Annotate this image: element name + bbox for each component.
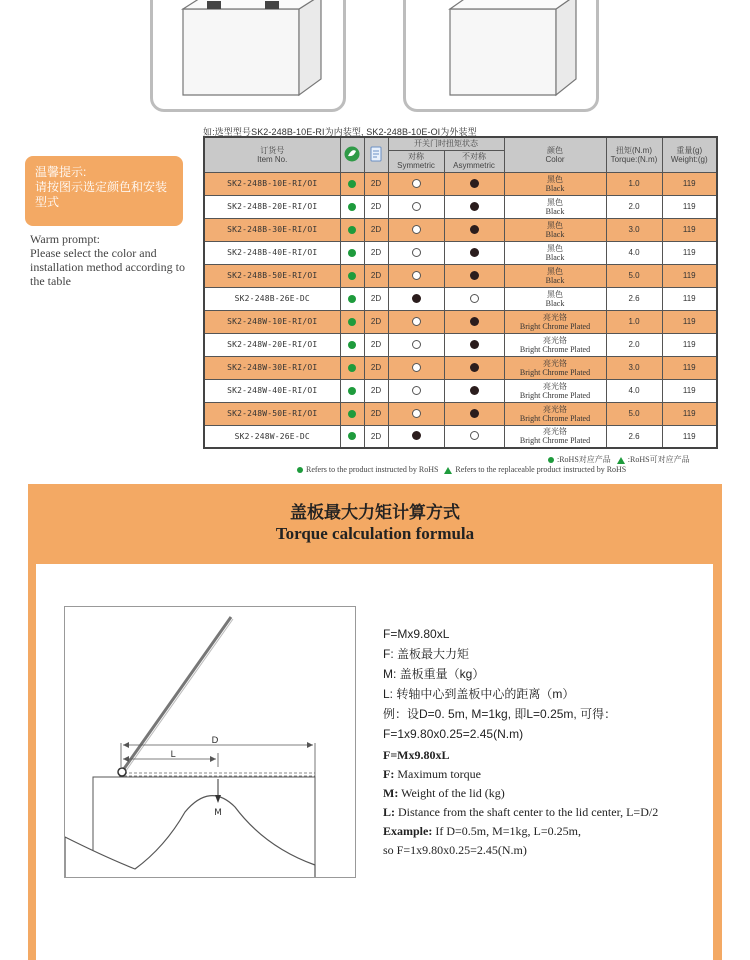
header-replaceable <box>364 137 388 172</box>
product-photo-outer-mount <box>403 0 599 112</box>
replaceable-triangle-icon <box>617 457 625 464</box>
formula-en-value: Distance from the shaft center to the lid center, L=D/2 <box>395 805 659 819</box>
color-cell <box>504 310 606 333</box>
color-cell <box>504 425 606 448</box>
rohs-dot-icon <box>348 410 356 418</box>
legend-rohs-cn: :RoHS对应产品 <box>557 455 611 464</box>
symmetric-indicator-icon <box>412 431 421 440</box>
color-cell <box>504 218 606 241</box>
color-en: Black <box>545 183 565 193</box>
rohs-dot-icon <box>348 249 356 257</box>
table-row <box>204 264 717 287</box>
weight-cell: 119 <box>662 402 717 425</box>
header-torque-state: 开关门时扭矩状态 <box>388 137 504 150</box>
spec-cell: 2D <box>364 379 388 402</box>
table-row <box>204 356 717 379</box>
symmetric-indicator-icon <box>412 202 421 211</box>
color-cn: 亮光铬 <box>543 312 567 322</box>
header-torque: 扭矩(N.m) Torque:(N.m) <box>606 137 662 172</box>
warm-prompt-box-cn <box>25 156 183 226</box>
weight-cell: 119 <box>662 287 717 310</box>
weight-cell: 119 <box>662 172 717 195</box>
color-cn: 黑色 <box>547 174 563 184</box>
asymmetric-cell <box>444 195 504 218</box>
model-example-note: 如:选型型号SK2-248B-10E-RI为内装型, SK2-248B-10E-OI为外装型 <box>203 127 477 137</box>
weight-m-label: M <box>214 808 222 818</box>
spec-cell: 2D <box>364 333 388 356</box>
document-icon <box>368 146 384 162</box>
symmetric-cell <box>388 241 444 264</box>
rohs-cell <box>340 264 364 287</box>
symmetric-cell <box>388 333 444 356</box>
color-en: Black <box>545 252 565 262</box>
color-cell <box>504 241 606 264</box>
rohs-cell <box>340 241 364 264</box>
color-cn: 亮光铬 <box>543 404 567 414</box>
asymmetric-indicator-icon <box>470 179 479 188</box>
spec-cell: 2D <box>364 425 388 448</box>
weight-cell: 119 <box>662 195 717 218</box>
product-spec-table <box>203 136 718 449</box>
asymmetric-indicator-icon <box>470 431 479 440</box>
formula-cn-line: F=Mx9.80xL <box>383 627 450 641</box>
asymmetric-cell <box>444 356 504 379</box>
formula-cn-line: L: 转轴中心到盖板中心的距离（m） <box>383 687 575 701</box>
legend-replace-en: Refers to the replaceable product instructed by RoHS <box>455 465 627 474</box>
item-no-cell: SK2-248B-10E-RI/OI <box>204 172 340 195</box>
spec-cell: 2D <box>364 218 388 241</box>
table-row <box>204 195 717 218</box>
torque-cell: 1.0 <box>606 310 662 333</box>
torque-cell: 5.0 <box>606 264 662 287</box>
spec-cell: 2D <box>364 241 388 264</box>
item-no-cell: SK2-248W-20E-RI/OI <box>204 333 340 356</box>
spec-cell: 2D <box>364 264 388 287</box>
table-row <box>204 218 717 241</box>
asymmetric-indicator-icon <box>470 317 479 326</box>
asymmetric-indicator-icon <box>470 271 479 280</box>
table-row <box>204 287 717 310</box>
header-rohs <box>340 137 364 172</box>
color-cn: 黑色 <box>547 197 563 207</box>
color-cn: 黑色 <box>547 220 563 230</box>
rohs-dot-icon <box>348 432 356 440</box>
rohs-dot-icon <box>348 203 356 211</box>
item-no-cell: SK2-248W-26E-DC <box>204 425 340 448</box>
rohs-cell <box>340 425 364 448</box>
asymmetric-cell <box>444 402 504 425</box>
rohs-cell <box>340 195 364 218</box>
asymmetric-indicator-icon <box>470 202 479 211</box>
asymmetric-cell <box>444 425 504 448</box>
torque-cell: 4.0 <box>606 379 662 402</box>
torque-title-en: Torque calculation formula <box>275 524 475 543</box>
weight-cell: 119 <box>662 241 717 264</box>
legend-en <box>297 465 626 474</box>
color-cell <box>504 264 606 287</box>
asymmetric-cell <box>444 287 504 310</box>
asymmetric-indicator-icon <box>470 386 479 395</box>
formula-cn <box>383 624 616 744</box>
weight-cell: 119 <box>662 356 717 379</box>
formula-en-value: If D=0.5m, M=1kg, L=0.25m, <box>432 824 581 838</box>
spec-cell: 2D <box>364 402 388 425</box>
color-cell <box>504 379 606 402</box>
rohs-dot-icon <box>348 318 356 326</box>
asymmetric-indicator-icon <box>470 294 479 303</box>
rohs-dot-icon <box>348 364 356 372</box>
asymmetric-indicator-icon <box>470 340 479 349</box>
symmetric-indicator-icon <box>412 363 421 372</box>
item-no-cell: SK2-248W-40E-RI/OI <box>204 379 340 402</box>
spec-cell: 2D <box>364 310 388 333</box>
rohs-cell <box>340 333 364 356</box>
color-en: Bright Chrome Plated <box>519 367 591 377</box>
symmetric-indicator-icon <box>412 340 421 349</box>
torque-cell: 1.0 <box>606 172 662 195</box>
color-cell <box>504 333 606 356</box>
item-no-cell: SK2-248B-20E-RI/OI <box>204 195 340 218</box>
asymmetric-cell <box>444 172 504 195</box>
color-cell <box>504 287 606 310</box>
color-en: Bright Chrome Plated <box>519 436 591 446</box>
color-en: Black <box>545 298 565 308</box>
weight-cell: 119 <box>662 310 717 333</box>
header-symmetric: 对称 Symmetric <box>388 150 444 172</box>
symmetric-indicator-icon <box>412 271 421 280</box>
warm-prompt-body-cn: 请按图示选定颜色和安装型式 <box>35 180 168 209</box>
symmetric-cell <box>388 402 444 425</box>
color-en: Bright Chrome Plated <box>519 390 591 400</box>
color-cn: 亮光铬 <box>543 335 567 345</box>
symmetric-cell <box>388 310 444 333</box>
weight-cell: 119 <box>662 218 717 241</box>
color-en: Bright Chrome Plated <box>519 321 591 331</box>
asymmetric-indicator-icon <box>470 248 479 257</box>
weight-cell: 119 <box>662 264 717 287</box>
formula-en-value: Maximum torque <box>394 767 481 781</box>
rohs-dot-icon <box>348 180 356 188</box>
symmetric-indicator-icon <box>412 317 421 326</box>
formula-en-key: Example: <box>383 824 433 838</box>
formula-cn-line: F=1x9.80x0.25=2.45(N.m) <box>383 727 524 741</box>
color-cn: 黑色 <box>547 243 563 253</box>
torque-diagram-drawing <box>65 607 355 877</box>
warm-prompt-body-en: Please select the color and installation method according to the table <box>30 246 185 288</box>
formula-cn-line: M: 盖板重量（kg） <box>383 667 485 681</box>
formula-en-main: F=Mx9.80xL <box>383 748 450 762</box>
box-lid-drawing-right <box>406 0 602 115</box>
rohs-dot-icon <box>548 457 554 463</box>
color-cell <box>504 356 606 379</box>
symmetric-indicator-icon <box>412 294 421 303</box>
symmetric-cell <box>388 218 444 241</box>
dimension-d-label: D <box>211 736 219 746</box>
color-cn: 黑色 <box>547 266 563 276</box>
warm-prompt-title-cn: 温馨提示: <box>35 165 87 179</box>
rohs-cell <box>340 218 364 241</box>
formula-en-key: F: <box>383 767 395 781</box>
torque-cell: 3.0 <box>606 356 662 379</box>
weight-cell: 119 <box>662 425 717 448</box>
formula-cn-line: F: 盖板最大力矩 <box>383 647 469 661</box>
formula-en-key: M: <box>383 786 399 800</box>
torque-diagram <box>64 606 356 878</box>
symmetric-indicator-icon <box>412 409 421 418</box>
item-no-cell: SK2-248W-50E-RI/OI <box>204 402 340 425</box>
asymmetric-cell <box>444 241 504 264</box>
spec-cell: 2D <box>364 172 388 195</box>
asymmetric-cell <box>444 379 504 402</box>
color-cell <box>504 195 606 218</box>
table-row <box>204 310 717 333</box>
item-no-cell: SK2-248W-10E-RI/OI <box>204 310 340 333</box>
color-cn: 亮光铬 <box>543 358 567 368</box>
torque-title-cn: 盖板最大力矩计算方式 <box>290 503 460 522</box>
item-no-cell: SK2-248B-40E-RI/OI <box>204 241 340 264</box>
table-row <box>204 425 717 448</box>
legend-replace-cn: :RoHS可对应产品 <box>627 455 690 464</box>
torque-cell: 2.6 <box>606 425 662 448</box>
torque-cell: 2.0 <box>606 333 662 356</box>
table-row <box>204 241 717 264</box>
rohs-cell <box>340 356 364 379</box>
rohs-leaf-icon <box>344 146 360 162</box>
color-en: Bright Chrome Plated <box>519 413 591 423</box>
symmetric-cell <box>388 172 444 195</box>
asymmetric-cell <box>444 310 504 333</box>
rohs-dot-icon <box>297 467 303 473</box>
product-photo-inner-mount <box>150 0 346 112</box>
spec-cell: 2D <box>364 195 388 218</box>
item-no-cell: SK2-248B-26E-DC <box>204 287 340 310</box>
item-no-cell: SK2-248W-30E-RI/OI <box>204 356 340 379</box>
formula-en-key: L: <box>383 805 395 819</box>
color-cn: 亮光铬 <box>543 381 567 391</box>
rohs-cell <box>340 402 364 425</box>
table-row <box>204 379 717 402</box>
rohs-cell <box>340 287 364 310</box>
replaceable-triangle-icon <box>444 467 452 474</box>
header-item-no: 订货号 Item No. <box>204 137 340 172</box>
table-row <box>204 172 717 195</box>
color-cn: 黑色 <box>547 289 563 299</box>
torque-cell: 5.0 <box>606 402 662 425</box>
item-no-cell: SK2-248B-30E-RI/OI <box>204 218 340 241</box>
rohs-dot-icon <box>348 387 356 395</box>
symmetric-indicator-icon <box>412 225 421 234</box>
formula-cn-line: 例：设D=0. 5m, M=1kg, 即L=0.25m, 可得： <box>383 707 617 721</box>
box-lid-drawing-left <box>153 0 349 115</box>
symmetric-indicator-icon <box>412 386 421 395</box>
table-row <box>204 402 717 425</box>
legend-rohs-en: Refers to the product instructed by RoHS <box>306 465 439 474</box>
rohs-cell <box>340 379 364 402</box>
symmetric-cell <box>388 425 444 448</box>
weight-cell: 119 <box>662 379 717 402</box>
header-color: 颜色 Color <box>504 137 606 172</box>
warm-prompt-en <box>30 232 190 288</box>
weight-cell: 119 <box>662 333 717 356</box>
color-en: Black <box>545 206 565 216</box>
color-cell <box>504 172 606 195</box>
symmetric-cell <box>388 195 444 218</box>
color-cn: 亮光铬 <box>543 427 567 437</box>
symmetric-cell <box>388 264 444 287</box>
header-weight: 重量(g) Weight:(g) <box>662 137 717 172</box>
symmetric-cell <box>388 287 444 310</box>
asymmetric-cell <box>444 333 504 356</box>
table-row <box>204 333 717 356</box>
item-no-cell: SK2-248B-50E-RI/OI <box>204 264 340 287</box>
torque-cell: 3.0 <box>606 218 662 241</box>
rohs-dot-icon <box>348 226 356 234</box>
symmetric-cell <box>388 356 444 379</box>
torque-cell: 2.0 <box>606 195 662 218</box>
rohs-dot-icon <box>348 272 356 280</box>
formula-en-result: so F=1x9.80x0.25=2.45(N.m) <box>383 843 527 857</box>
header-asymmetric: 不对称 Asymmetric <box>444 150 504 172</box>
legend-cn <box>548 454 690 465</box>
rohs-cell <box>340 172 364 195</box>
formula-en <box>383 746 658 860</box>
asymmetric-indicator-icon <box>470 409 479 418</box>
torque-cell: 2.6 <box>606 287 662 310</box>
rohs-dot-icon <box>348 341 356 349</box>
color-en: Black <box>545 229 565 239</box>
asymmetric-indicator-icon <box>470 225 479 234</box>
symmetric-cell <box>388 379 444 402</box>
asymmetric-cell <box>444 264 504 287</box>
color-cell <box>504 402 606 425</box>
spec-cell: 2D <box>364 356 388 379</box>
torque-cell: 4.0 <box>606 241 662 264</box>
asymmetric-cell <box>444 218 504 241</box>
symmetric-indicator-icon <box>412 248 421 257</box>
color-en: Black <box>545 275 565 285</box>
symmetric-indicator-icon <box>412 179 421 188</box>
rohs-dot-icon <box>348 295 356 303</box>
warm-prompt-title-en: Warm prompt: <box>30 232 101 246</box>
asymmetric-indicator-icon <box>470 363 479 372</box>
color-en: Bright Chrome Plated <box>519 344 591 354</box>
formula-en-value: Weight of the lid (kg) <box>398 786 505 800</box>
dimension-l-label: L <box>170 750 176 760</box>
rohs-cell <box>340 310 364 333</box>
spec-cell: 2D <box>364 287 388 310</box>
